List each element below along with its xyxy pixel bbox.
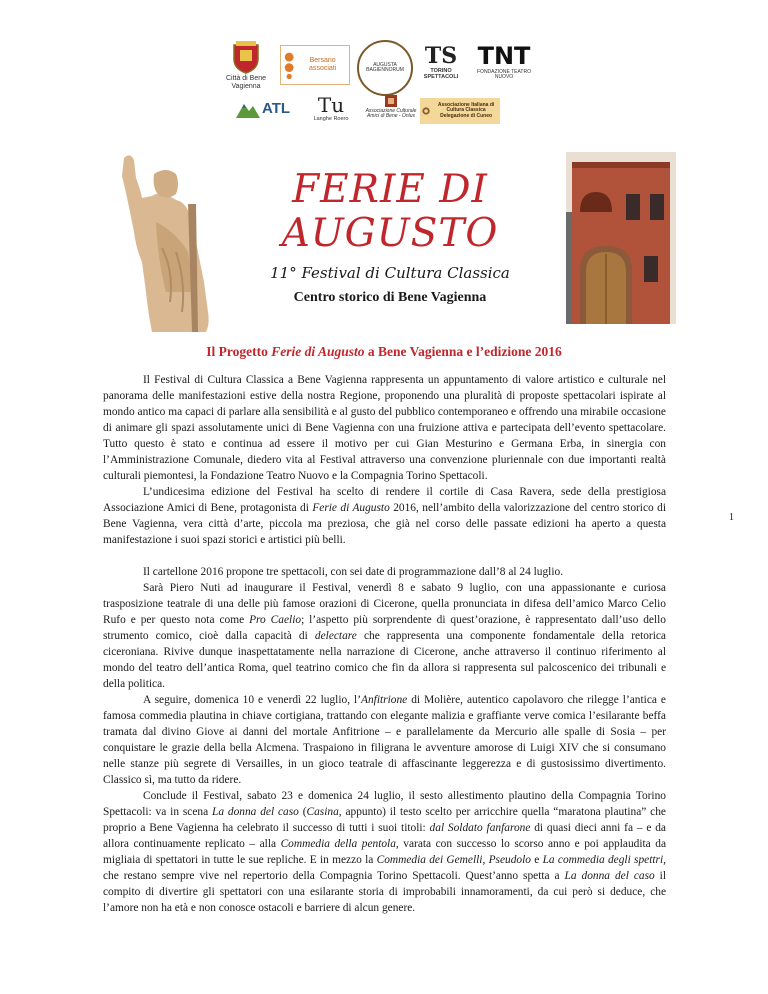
mountain-icon <box>236 100 260 118</box>
comune-crest-logo <box>217 40 275 92</box>
paragraph-6: Conclude il Festival, sabato 23 e domenica 24 luglio, il sesto allestimento plautino della Compagnia Torino Spettacoli: va in scena La donna del caso (Casina, appunto) il testo scelto per arricchire quella “maratona plautina” che proprio a Bene Vagienna ha celebrato il successo di tutti i suoi titoli: dal Soldato fanfarone di quasi dieci anni fa – e da allora continuamente replicato – alla Commedia della pentola, varata con successo lo scorso anno e poi applaudita da migliaia di spettatori in tutte le sue repliche. E in mezzo la Commedia dei Gemelli, Pseudolo e La commedia degli spettri, che restano sempre vive nel repertorio della Compagnia Torino Spettacoli. Quest’anno spetta a La donna del caso il compito di divertire gli spettatori con una esilarante storia di improbabili innamoramenti, da cui però si deduce, che l’amore non ha età e non conosce ostacoli e barriere di alcun genere. <box>103 790 667 914</box>
comune-logo-text: Città di Bene Vagienna <box>225 75 267 90</box>
amici-di-bene-logo <box>361 86 421 126</box>
ts-mark: TS <box>424 42 458 69</box>
heading-post: a Bene Vagienna e l’edizione 2016 <box>364 344 562 359</box>
tnt-logo-text: FONDAZIONE TEATRO NUOVO <box>477 68 531 81</box>
paragraph-5: A seguire, domenica 10 e venerdì 22 luglio, l’Anfitrione di Molière, autentico capolavoro che rilegge l’antica e famosa commedia plautina in chiave cortigiana, trattando con elegante malizia e graffiante verve comica l’esilarante beffa tramata dal divino Giove ai danni del mortale Anfitrione – e parallelamente da Mercurio alle spalle di Sosia – per conquistare le grazie della bella Alcmena. Traspaiono in filigrana le avventure amorose di Luigi XIV che si consumano nelle stanze più segrete di Versailles, in un gioco teatrale di affascinante leggerezza e di gustosissimo divertimento. Classico sì, ma tutto da ridere. <box>103 694 666 786</box>
festival-subtitle: 11° Festival di Cultura Classica <box>270 264 510 282</box>
paragraph-2: L’undicesima edizione del Festival ha scelto di rendere il cortile di Casa Ravera, sede della prestigiosa Associazione Amici di Bene, protagonista di Ferie di Augusto 2016, nell’ambito della valorizzazione del centro storico di Bene Vagienna, vera città d’arte, piccola ma preziosa, che già nel corso delle passate edizioni ha aperto a questa manifestazione i suoi spazi storici e artistici più belli. <box>103 486 666 546</box>
crest-icon <box>231 41 261 75</box>
augusta-logo-text: AUGUSTA BAGIENNORUM <box>366 61 404 73</box>
amici-emblem-icon <box>383 93 399 109</box>
aicc-logo <box>420 98 500 124</box>
section-heading <box>104 344 664 360</box>
tu-logo <box>305 92 357 124</box>
aicc-logo-text: Associazione Italiana di Cultura Classica Delegazione di Cuneo <box>437 101 495 119</box>
torino-spettacoli-logo <box>415 42 467 82</box>
heading-em: Ferie di Augusto <box>271 344 365 359</box>
article-body <box>103 372 666 916</box>
festival-location: Centro storico di Bene Vagienna <box>293 290 487 305</box>
augustus-statue-image <box>96 152 226 332</box>
sponsor-logos <box>0 0 768 130</box>
festival-title <box>220 168 560 256</box>
bank-icon <box>283 48 295 82</box>
atl-logo-text: ATL <box>262 99 291 117</box>
bank-logo <box>280 45 350 85</box>
teatro-nuovo-logo <box>468 42 540 82</box>
title-line-1: FERIE DI <box>292 167 488 212</box>
tu-logo-text: Langhe Roero <box>313 115 349 122</box>
paragraph-4: Sarà Piero Nuti ad inaugurare il Festival, venerdì 8 e sabato 9 luglio, con una appassionante e curiosa trasposizione teatrale di una delle più famose orazioni di Cicerone, quella pronunciata in difesa dell’amico Marco Celio Rufo e per questo nota come Pro Caelio; l’aspetto più sorprendente di quest’orazione, è rappresentato dall’uso dello strumento comico, cioè dalla capacità di delectare che rappresenta una componente fondamentale della retorica ciceroniana. Rivive dunque inaspettatamente nella narrazione di Cicerone, anche attraverso il continuo riferimento al mondo del teatro dell’antica Roma, quel teatrino comico che fin da allora si rappresenta sul palcoscenico dei tribunali e della politica. <box>103 582 666 690</box>
paragraph-1: Il Festival di Cultura Classica a Bene Vagienna rappresenta un appuntamento di valore artistico e culturale nel panorama delle manifestazioni estive della nostra Regione, proponendo una pluralità di proposte spettacolari ispirate al mondo antico ma capaci di parlare alla sensibilità e al gusto del pubblico contemporaneo e offrendo una mirabile occasione di animare gli spazi assolutamente unici di Bene Vagienna con una fruizione attiva e partecipata dell’evento spettacolare. Tutto questo è stato e continua ad essere il motivo per cui Gian Mesturino e Germana Erba, in sinergia con l’Amministrazione Comunale, diedero vita al Festival attraverso una convenzione pluriennale con due importanti realtà culturali piemontesi, la Fondazione Teatro Nuovo e la Compagnia Torino Spettacoli. <box>103 374 666 482</box>
title-line-2: AUGUSTO <box>281 211 499 256</box>
bank-logo-text: Bersano associati <box>309 57 337 72</box>
paragraph-3: Il cartellone 2016 propone tre spettacoli, con sei date di programmazione dall’8 al 24 luglio. <box>143 566 564 578</box>
tnt-mark: TNT <box>477 42 531 71</box>
heading-pre: Il Progetto <box>206 344 272 359</box>
aicc-seal-icon <box>422 102 430 120</box>
amici-logo-text: Associazione Culturale Amici di Bene - Onlus <box>365 107 417 119</box>
atl-logo <box>236 95 302 123</box>
page-number: 1 <box>729 512 734 523</box>
tu-mark: Tu <box>317 92 345 117</box>
casa-ravera-building-image <box>566 152 676 324</box>
ts-logo-text: TORINO SPETTACOLI <box>423 68 459 81</box>
